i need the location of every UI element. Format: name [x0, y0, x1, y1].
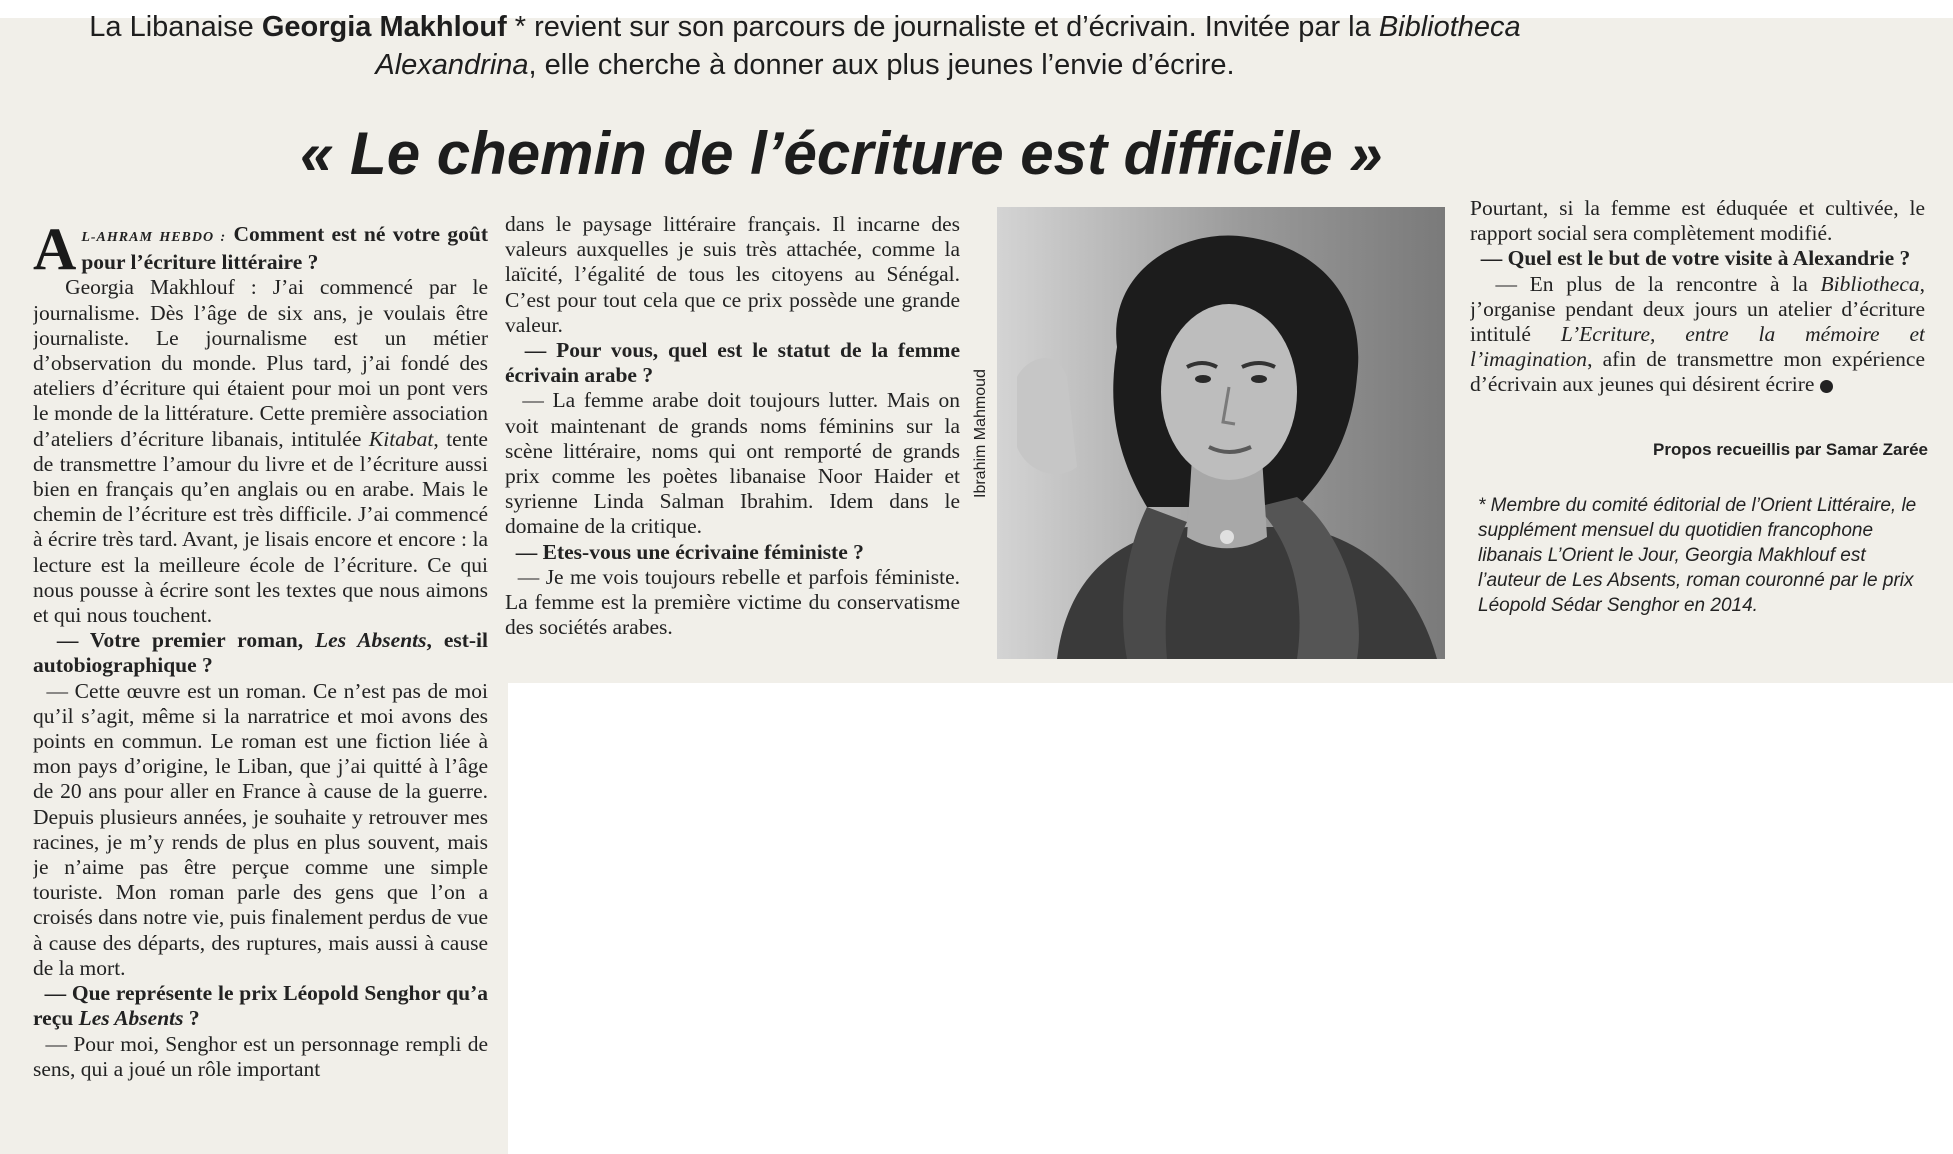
article-column-3 [1470, 196, 1925, 446]
question: — Quel est le but de votre visite à Alexandrie ? [1480, 246, 1911, 271]
question: , est-il autobiographique ? [33, 628, 488, 678]
intro-text: La Libanaise [89, 11, 262, 43]
answer: — Je me vois toujours rebelle et parfois féministe. La femme est la première victime du conservatisme des sociétés arabes. [505, 564, 960, 640]
answer: , tente de transmettre l’amour du livre et de l’écriture aussi bien en français qu’en anglais ou en arabe. Mais le chemin de l’écriture est très difficile. J’ai commencé à écrire très tard. Avant, je lisais encore et encore : la lecture est la meilleure école de l’écriture. Ce qui nous pousse à écrire sont les textes que nous aimons et qui nous touchent. [33, 426, 488, 628]
answer: — Cette œuvre est un roman. Ce n’est pas de moi qu’il s’agit, même si la narratrice et moi avons des points en commun. Le roman est une fiction liée à mon pays d’origine, le Liban, que j’ai quitté à l’âge de 20 ans pour aller en France à cause de la guerre. Depuis plusieurs années, je souhaite y retrouver mes racines, je m’y rends de plus en plus souvent, mais je n’aime pas être perçue comme une simple touriste. Mon roman parle des gens que l’on a croisés dans notre vie, puis finalement perdus de vue à cause des départs, des ruptures, mais aussi à cause de la mort. [33, 678, 488, 980]
question: ? [183, 1006, 200, 1031]
footnote: * Membre du comité éditorial de l’Orient Littéraire, le supplément mensuel du quotidien francophone libanais L’Orient le Jour, Georgia Makhlouf est l’auteur de Les Absents, roman couronné par le prix Léopold Sédar Senghor en 2014. [1478, 495, 1917, 616]
byline: Propos recueillis par Samar Zarée [1653, 440, 1928, 459]
article-intro [70, 8, 1540, 103]
answer: Pourtant, si la femme est éduquée et cultivée, le rapport social sera complètement modifié. [1470, 196, 1925, 246]
article-column-2 [505, 212, 960, 672]
headline: « Le chemin de l’écriture est difficile » [300, 120, 1383, 187]
intro-name: Georgia Makhlouf [261, 11, 507, 43]
portrait-illustration [997, 207, 1445, 659]
intro-bibliotheca: Bibliotheca [1378, 11, 1521, 43]
photo-credit: Ibrahim Mahmoud [972, 369, 989, 498]
question: — Votre premier roman, [56, 628, 316, 653]
question: Comment est né votre goût pour l’écriture littéraire ? [81, 222, 488, 275]
answer: dans le paysage littéraire français. Il incarne des valeurs auxquelles je suis très attachée, comme la laïcité, l’égalité de tous les citoyens au Sénégal. C’est pour tout cela que ce prix possède une grande valeur. [505, 212, 960, 337]
answer: — Pour moi, Senghor est un personnage rempli de sens, qui a joué un rôle important [33, 1031, 488, 1081]
answer: , afin de transmettre mon expérience d’écrivain aux jeunes qui désirent écrire [1470, 347, 1925, 397]
question: — Etes-vous une écrivaine féministe ? [515, 539, 864, 564]
article-column-1 [33, 222, 488, 1152]
answer: — La femme arabe doit toujours lutter. Mais on voit maintenant de grands noms féminins sur la scène littéraire, noms qui ont remporté de grands prix comme les poètes libanaise Noor Haider et syrienne Linda Salman Ibrahim. Idem dans le domaine de la critique. [505, 388, 960, 539]
question-italic: Les Absents [78, 1006, 184, 1031]
intro-text: * revient sur son parcours de journaliste et d’écrivain. Invitée par la [506, 11, 1379, 43]
answer-italic: L’Ecriture, entre la mémoire et l’imagination [1470, 322, 1925, 372]
masthead-label: L-AHRAM HEBDO : [81, 230, 227, 245]
answer: Georgia Makhlouf : J’ai commencé par le journalisme. Dès l’âge de six ans, je voulais être journaliste. Le journalisme est un métier d’observation du monde. Plus tard, j’ai fondé des ateliers d’écriture qui étaient pour moi un pont vers le monde de la littérature. Cette première association d’ateliers d’écriture libanais, intitulée [33, 275, 488, 451]
end-mark-icon [1820, 380, 1833, 393]
answer-italic: Kitabat [368, 426, 434, 451]
drop-cap: A [33, 222, 77, 282]
question-italic: Les Absents [315, 628, 427, 653]
answer: — En plus de la rencontre à la [1495, 271, 1821, 296]
answer-italic: Bibliotheca [1820, 271, 1920, 296]
portrait-photo [997, 207, 1445, 659]
answer: , j’organise pendant deux jours un atelier d’écriture intitulé [1470, 271, 1925, 347]
intro-alexandrina: Alexandrina [375, 49, 529, 81]
intro-text: , elle cherche à donner aux plus jeunes l’envie d’écrire. [528, 49, 1235, 81]
question: — Pour vous, quel est le statut de la femme écrivain arabe ? [505, 338, 960, 388]
question: — Que représente le prix Léopold Senghor qu’a reçu [33, 981, 488, 1031]
